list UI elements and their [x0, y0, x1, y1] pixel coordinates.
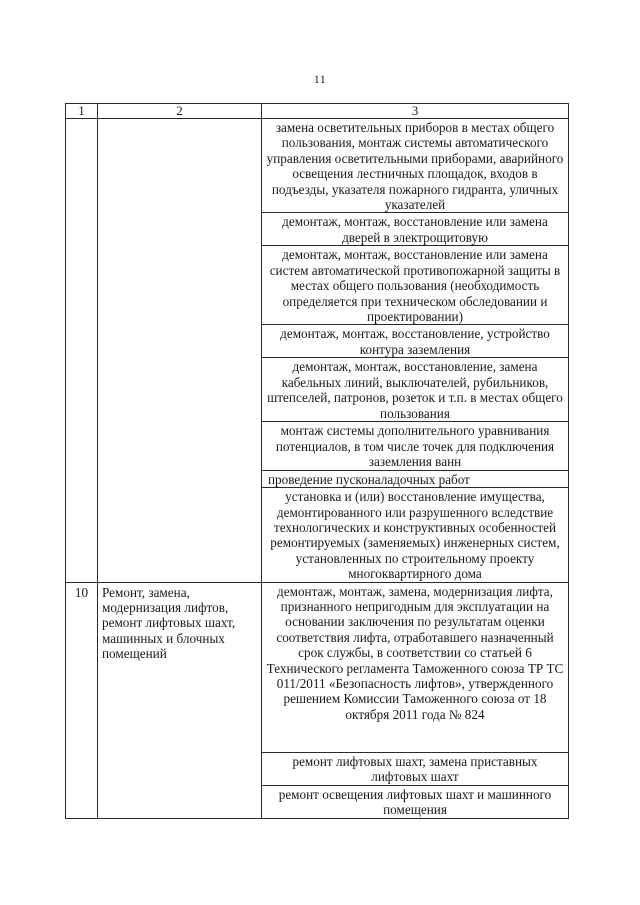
work-item-cell: демонтаж, монтаж, замена, модернизация лифта, признанного непригодным для эксплуатации на основании заключения по результатам оценки соответствия лифта, отработавшего назначенный срок службы, в соответствии со статьей 6 Технического регламента Таможенного союза ТР ТС 011/2011 «Безопасность лифтов», утвержденного решением Комиссии Таможенного союза от 18 октября 2011 года № 824: [262, 582, 569, 752]
table-header-row: [66, 104, 569, 119]
work-item-cell: установка и (или) восстановление имущества, демонтированного или разрушенного вследствие технологических и конструктивных особенностей ремонтируемых (заменяемых) инженерных систем, установленных по строительному проекту многоквартирного дома: [262, 488, 569, 582]
header-cell-3: 3: [262, 104, 569, 119]
header-cell-2: 2: [98, 104, 262, 119]
work-item-cell: демонтаж, монтаж, восстановление или замена дверей в электрощитовую: [262, 213, 569, 246]
header-cell-1: 1: [66, 104, 98, 119]
work-item-cell: проведение пусконаладочных работ: [262, 470, 569, 487]
work-item-cell: ремонт лифтовых шахт, замена приставных лифтовых шахт: [262, 752, 569, 785]
work-item-cell: монтаж системы дополнительного уравнивания потенциалов, в том числе точек для подключения заземления ванн: [262, 422, 569, 470]
work-item-cell: замена осветительных приборов в местах общего пользования, монтаж системы автоматического управления осветительными приборами, аварийного освещения лестничных площадок, входов в подъезды, указателя пожарного гидранта, уличных указателей: [262, 119, 569, 213]
page-number: 11: [313, 72, 327, 86]
work-item-cell: демонтаж, монтаж, восстановление, устройство контура заземления: [262, 325, 569, 358]
table-row: [66, 119, 569, 213]
row-number-cell: [66, 119, 98, 583]
table-row-10: [66, 582, 569, 752]
work-item-cell: ремонт освещения лифтовых шахт и машинного помещения: [262, 785, 569, 818]
row-name-cell: [98, 119, 262, 583]
row-name-cell: Ремонт, замена, модернизация лифтов, ремонт лифтовых шахт, машинных и блочных помещений: [98, 582, 262, 818]
works-table: [65, 103, 569, 819]
row-number-cell: 10: [66, 582, 98, 818]
work-item-cell: демонтаж, монтаж, восстановление или замена систем автоматической противопожарной защиты в местах общего пользования (необходимость определяется при техническом обследовании и проектировании): [262, 246, 569, 325]
work-item-cell: демонтаж, монтаж, восстановление, замена кабельных линий, выключателей, рубильников, штепселей, патронов, розеток и т.п. в местах общего пользования: [262, 358, 569, 422]
